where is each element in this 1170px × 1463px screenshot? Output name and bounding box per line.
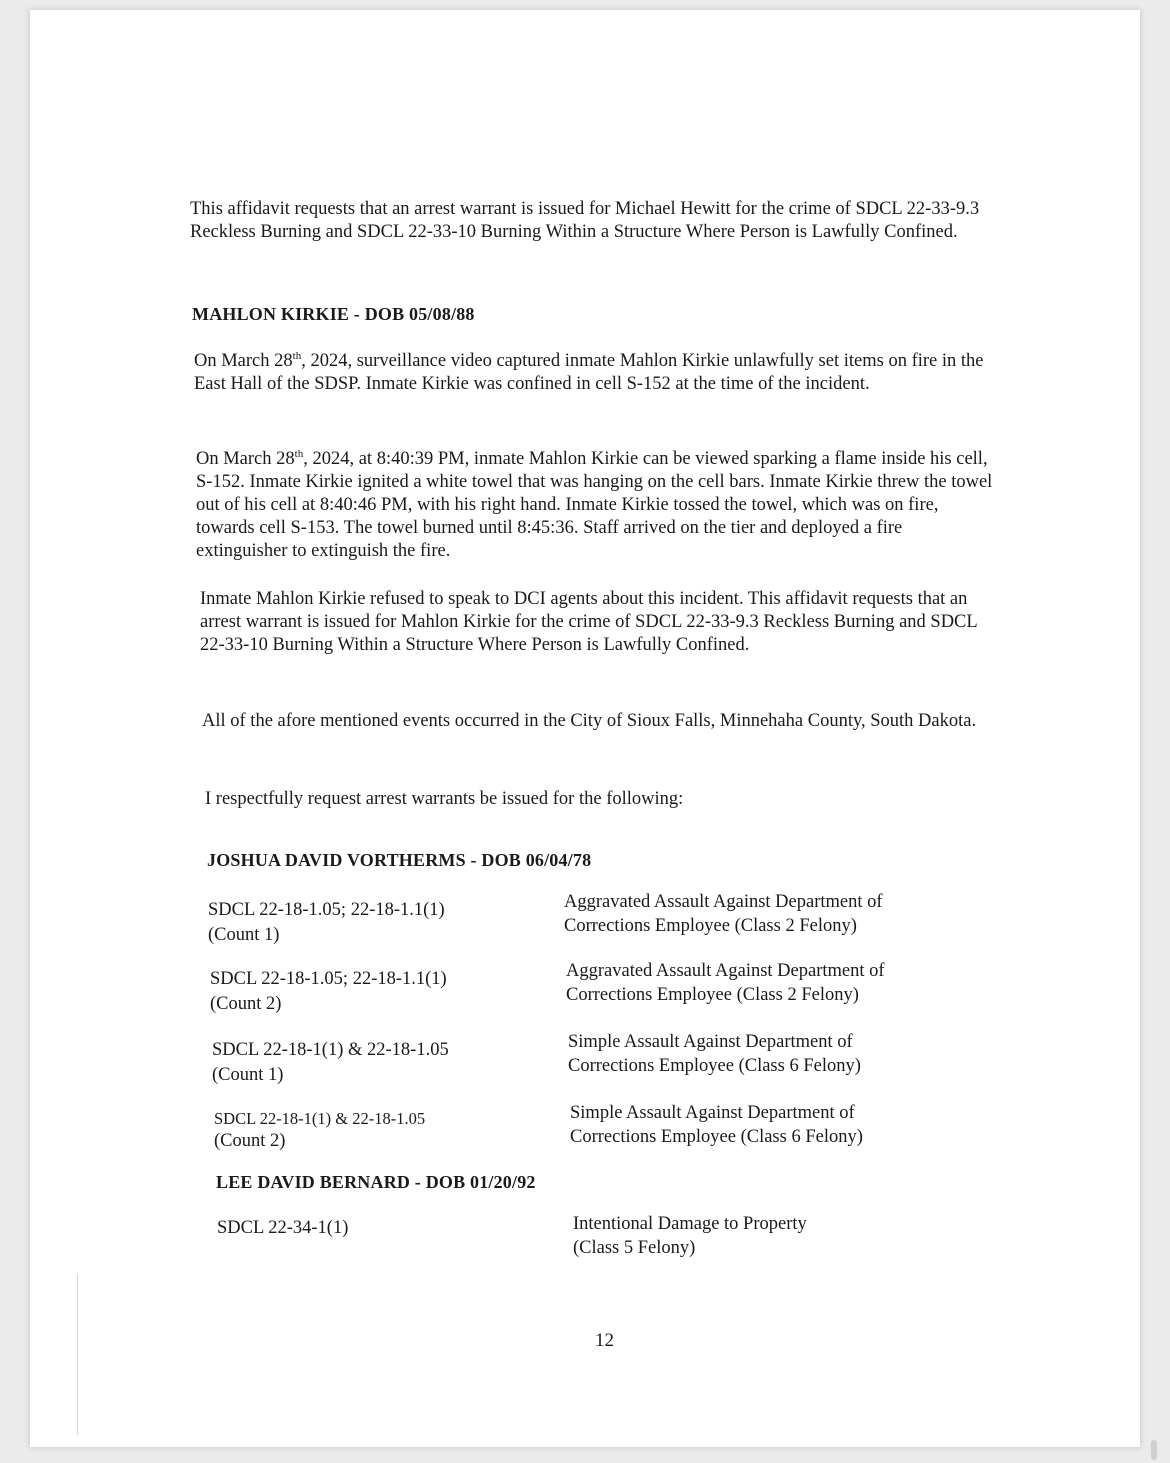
statute-text: SDCL 22-34-1(1)	[217, 1218, 349, 1238]
bernard-heading: LEE DAVID BERNARD - DOB 01/20/92	[216, 1172, 536, 1192]
count-text: (Count 1)	[212, 1065, 284, 1085]
kirkie-p1-text-a: On March 28	[194, 351, 293, 371]
scan-edge-mark	[77, 1275, 78, 1435]
request-paragraph: I respectfully request arrest warrants be issued for the following:	[205, 789, 684, 809]
statute-text: SDCL 22-18-1(1) & 22-18-1.05	[214, 1109, 426, 1128]
intro-paragraph: This affidavit requests that an arrest warrant is issued for Michael Hewitt for the crime of SDCL 22-33-9.3 Reckless Burning and SDCL 22-33-10 Burning Within a Structure Where Person is Lawfully Confined.	[190, 199, 980, 242]
count-text: (Count 2)	[214, 1131, 286, 1151]
charge-text-line-1: Intentional Damage to Property	[573, 1214, 807, 1234]
charge-text-line-1: Aggravated Assault Against Department of	[564, 892, 883, 912]
charge-row	[208, 892, 968, 950]
charge-cell	[568, 1030, 968, 1078]
kirkie-paragraph-2	[196, 448, 996, 563]
charge-cell	[566, 959, 966, 1007]
kirkie-p1-sup: th	[292, 349, 302, 362]
count-text: (Count 2)	[210, 994, 282, 1014]
page-number: 12	[595, 1330, 614, 1351]
statute-cell	[214, 1107, 554, 1153]
location-paragraph: All of the afore mentioned events occurred in the City of Sioux Falls, Minnehaha County, South Dakota.	[202, 711, 977, 731]
charge-row	[214, 1103, 974, 1159]
kirkie-p2-text-b: , 2024, at 8:40:39 PM, inmate Mahlon Kirkie can be viewed sparking a flame inside his cell, S-152. Inmate Kirkie ignited a white towel that was hanging on the cell bars. Inmate Kirkie threw the towel out of his cell at 8:40:46 PM, with his right hand. Inmate Kirkie tossed the towel, which was on fire, towards cell S-153. The towel burned until 8:45:36. Staff arrived on the tier and deployed a fire extinguisher to extinguish the fire.	[196, 449, 993, 561]
statute-text: SDCL 22-18-1(1) & 22-18-1.05	[212, 1040, 449, 1060]
vortherms-heading: JOSHUA DAVID VORTHERMS - DOB 06/04/78	[207, 850, 592, 870]
charge-text-line-2: Corrections Employee (Class 6 Felony)	[568, 1056, 861, 1076]
charge-text-line-2: Corrections Employee (Class 6 Felony)	[570, 1127, 863, 1147]
charge-cell	[570, 1101, 970, 1149]
charge-text-line-2: Corrections Employee (Class 2 Felony)	[564, 916, 857, 936]
statute-cell	[212, 1038, 552, 1088]
charge-text-line-1: Aggravated Assault Against Department of	[566, 961, 885, 981]
document-page	[30, 10, 1140, 1447]
charge-cell	[573, 1212, 973, 1260]
count-text: (Count 1)	[208, 925, 280, 945]
charge-text-line-2: (Class 5 Felony)	[573, 1238, 696, 1258]
scrollbar-thumb[interactable]	[1151, 1440, 1157, 1460]
charge-cell	[564, 890, 964, 938]
charge-row	[210, 961, 970, 1019]
kirkie-p1-text-b: , 2024, surveillance video captured inmate Mahlon Kirkie unlawfully set items on fire in the East Hall of the SDSP. Inmate Kirkie was confined in cell S-152 at the time of the incident.	[194, 351, 984, 394]
statute-text: SDCL 22-18-1.05; 22-18-1.1(1)	[210, 969, 447, 989]
charge-text-line-1: Simple Assault Against Department of	[570, 1103, 855, 1123]
kirkie-heading: MAHLON KIRKIE - DOB 05/08/88	[192, 304, 475, 324]
statute-cell	[210, 967, 550, 1017]
charge-row	[217, 1216, 977, 1268]
kirkie-p2-text-a: On March 28	[196, 449, 295, 469]
statute-text: SDCL 22-18-1.05; 22-18-1.1(1)	[208, 900, 445, 920]
kirkie-p2-sup: th	[294, 447, 304, 460]
statute-cell	[208, 898, 548, 948]
charge-text-line-2: Corrections Employee (Class 2 Felony)	[566, 985, 859, 1005]
kirkie-paragraph-3: Inmate Mahlon Kirkie refused to speak to DCI agents about this incident. This affidavit requests that an arrest warrant is issued for Mahlon Kirkie for the crime of SDCL 22-33-9.3 Reckless Burning and SDCL 22-33-10 Burning Within a Structure Where Person is Lawfully Confined.	[200, 589, 978, 655]
statute-cell	[217, 1216, 557, 1241]
kirkie-paragraph-1	[194, 350, 994, 396]
charge-row	[212, 1032, 972, 1090]
charge-text-line-1: Simple Assault Against Department of	[568, 1032, 853, 1052]
